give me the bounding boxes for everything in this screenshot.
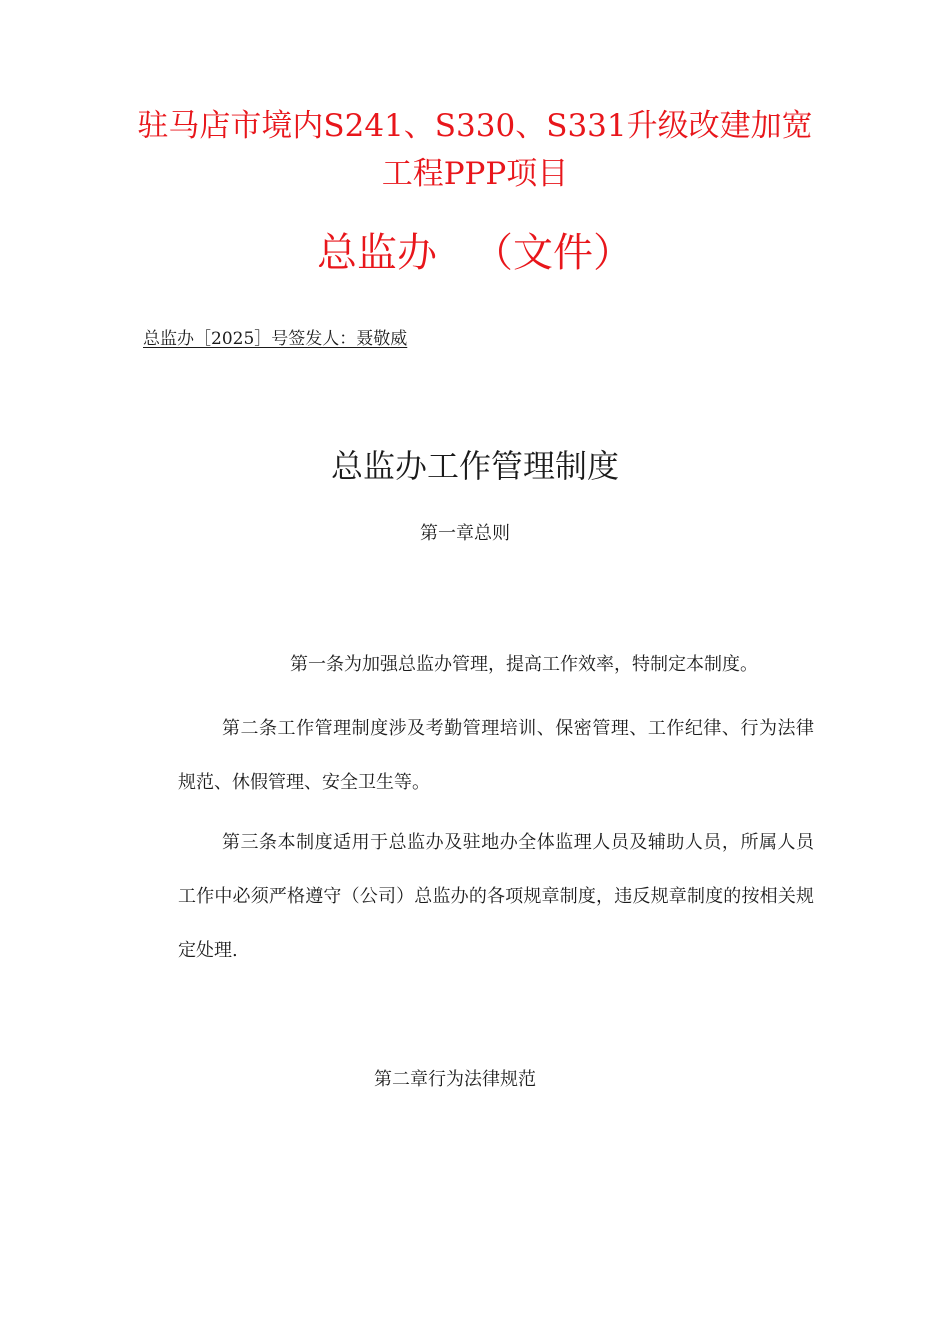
- project-title-line-2: 工程PPP项目: [381, 156, 569, 192]
- chapter-1-title: 第一章总则: [420, 523, 510, 544]
- article-3: 第三条本制度适用于总监办及驻地办全体监理人员及辅助人员，所属人员工作中必须严格遵守（公司）总监办的各项规章制度，违反规章制度的按相关规定处理.: [178, 832, 814, 961]
- office-name: 总监办: [317, 230, 437, 276]
- article-1: 第一条为加强总监办管理，提高工作效率，特制定本制度。: [290, 654, 758, 675]
- document-number-and-signer: 总监办［2025］号签发人：聂敬威: [143, 329, 408, 349]
- project-title-line-1: 驻马店市境内S241、S330、S331升级改建加宽: [137, 108, 813, 144]
- office-heading: [100, 226, 850, 280]
- chapter-2-title: 第二章行为法律规范: [374, 1069, 536, 1090]
- document-title: 总监办工作管理制度: [330, 447, 619, 485]
- article-2: 第二条工作管理制度涉及考勤管理培训、保密管理、工作纪律、行为法律规范、休假管理、安全卫生等。: [178, 718, 814, 793]
- office-suffix: （文件）: [473, 230, 633, 276]
